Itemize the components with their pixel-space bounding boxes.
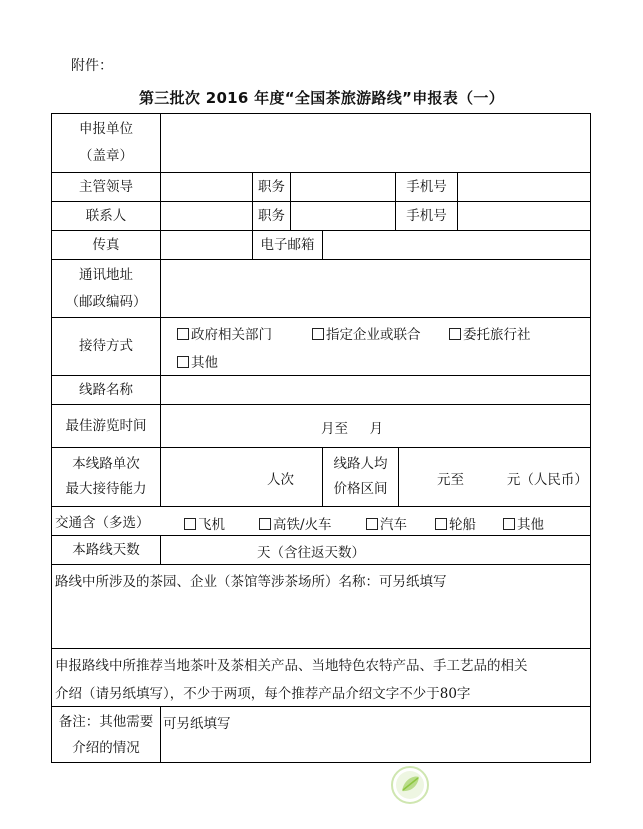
days-label: 本路线天数 <box>72 541 140 558</box>
capacity-label-line2: 最大接待能力 <box>65 481 147 497</box>
form-title: 第三批次 2016 年度“全国茶旅游路线”申报表（一） <box>138 89 504 107</box>
remarks-label-line2: 介绍的情况 <box>72 739 140 756</box>
reception-label: 接待方式 <box>79 338 133 354</box>
contact-phone-input[interactable] <box>458 202 590 230</box>
leader-phone-label: 手机号 <box>406 178 447 195</box>
days-input[interactable] <box>161 536 590 564</box>
unit-input[interactable] <box>161 114 590 172</box>
address-label-cell <box>52 260 160 317</box>
email-input[interactable] <box>323 231 590 259</box>
route-name-label: 线路名称 <box>79 381 133 398</box>
remarks-value: 可另纸填写 <box>163 716 231 732</box>
capacity-input[interactable] <box>161 448 322 506</box>
unit-seal-label: （盖章） <box>79 148 133 164</box>
transport-option-ship[interactable]: 轮船 <box>435 513 476 533</box>
remarks-label-line1: 备注：其他需要 <box>58 713 154 730</box>
leader-duty-input[interactable] <box>291 173 395 201</box>
contact-label: 联系人 <box>85 207 127 224</box>
tea-sites-field[interactable] <box>52 565 590 648</box>
days-value: 天（含往返天数） <box>257 545 365 561</box>
price-label-line1: 线路人均 <box>333 456 388 472</box>
reception-options <box>161 318 590 375</box>
checkbox-icon[interactable] <box>503 518 515 530</box>
capacity-label-cell <box>52 448 160 506</box>
contact-phone-label: 手机号 <box>406 207 447 224</box>
contact-name-input[interactable] <box>161 202 252 230</box>
best-time-value: 月至 月 <box>321 421 383 437</box>
checkbox-icon[interactable] <box>259 518 271 530</box>
checkbox-icon[interactable] <box>366 518 378 530</box>
unit-label: 申报单位 <box>79 121 133 137</box>
postcode-label: （邮政编码） <box>65 293 147 310</box>
transport-options <box>161 507 590 535</box>
contact-duty-input[interactable] <box>291 202 395 230</box>
products-label-line2: 介绍（请另纸填写），不少于两项，每个推荐产品介绍文字不少于80字 <box>55 686 471 702</box>
email-label: 电子邮箱 <box>260 236 315 253</box>
price-label-cell <box>323 448 398 506</box>
price-input[interactable] <box>399 448 590 506</box>
reception-option-agency[interactable]: 委托旅行社 <box>449 323 531 343</box>
fax-label: 传真 <box>92 236 120 253</box>
checkbox-icon[interactable] <box>435 518 447 530</box>
leader-phone-input[interactable] <box>458 173 590 201</box>
unit-label-cell <box>52 114 160 172</box>
transport-option-car[interactable]: 汽车 <box>366 513 407 533</box>
leader-name-input[interactable] <box>161 173 252 201</box>
checkbox-icon[interactable] <box>312 328 324 340</box>
fax-input[interactable] <box>161 231 252 259</box>
products-field[interactable] <box>52 649 590 706</box>
attachment-label: 附件： <box>71 58 113 74</box>
price-value: 元至 元（人民币） <box>437 472 588 488</box>
best-time-input[interactable] <box>161 405 590 447</box>
remarks-input[interactable] <box>161 707 590 762</box>
reception-option-other[interactable]: 其他 <box>177 351 218 371</box>
transport-option-plane[interactable]: 飞机 <box>184 513 225 533</box>
price-label-line2: 价格区间 <box>333 481 388 497</box>
reception-option-government[interactable]: 政府相关部门 <box>177 323 272 343</box>
transport-label: 交通含（多选） <box>55 515 150 531</box>
address-label: 通讯地址 <box>79 266 133 283</box>
route-name-input[interactable] <box>161 376 590 404</box>
transport-option-other[interactable]: 其他 <box>503 513 544 533</box>
best-time-label: 最佳游览时间 <box>65 417 147 434</box>
checkbox-icon[interactable] <box>184 518 196 530</box>
reception-option-enterprise[interactable]: 指定企业或联合 <box>312 323 421 343</box>
checkbox-icon[interactable] <box>177 356 189 368</box>
capacity-unit: 人次 <box>267 472 294 488</box>
leaf-logo-icon <box>390 765 430 805</box>
products-label-line1: 申报路线中所推荐当地茶叶及茶相关产品、当地特色农特产品、手工艺品的相关 <box>55 658 528 674</box>
checkbox-icon[interactable] <box>449 328 461 340</box>
capacity-label-line1: 本线路单次 <box>72 456 140 472</box>
leader-label: 主管领导 <box>79 178 133 195</box>
checkbox-icon[interactable] <box>177 328 189 340</box>
address-input[interactable] <box>161 260 590 317</box>
contact-duty-label: 职务 <box>258 207 285 224</box>
transport-option-train[interactable]: 高铁/火车 <box>259 513 332 533</box>
remarks-label-cell <box>52 707 160 762</box>
leader-duty-label: 职务 <box>258 178 285 195</box>
tea-sites-label: 路线中所涉及的茶园、企业（茶馆等涉茶场所）名称：可另纸填写 <box>55 574 447 590</box>
